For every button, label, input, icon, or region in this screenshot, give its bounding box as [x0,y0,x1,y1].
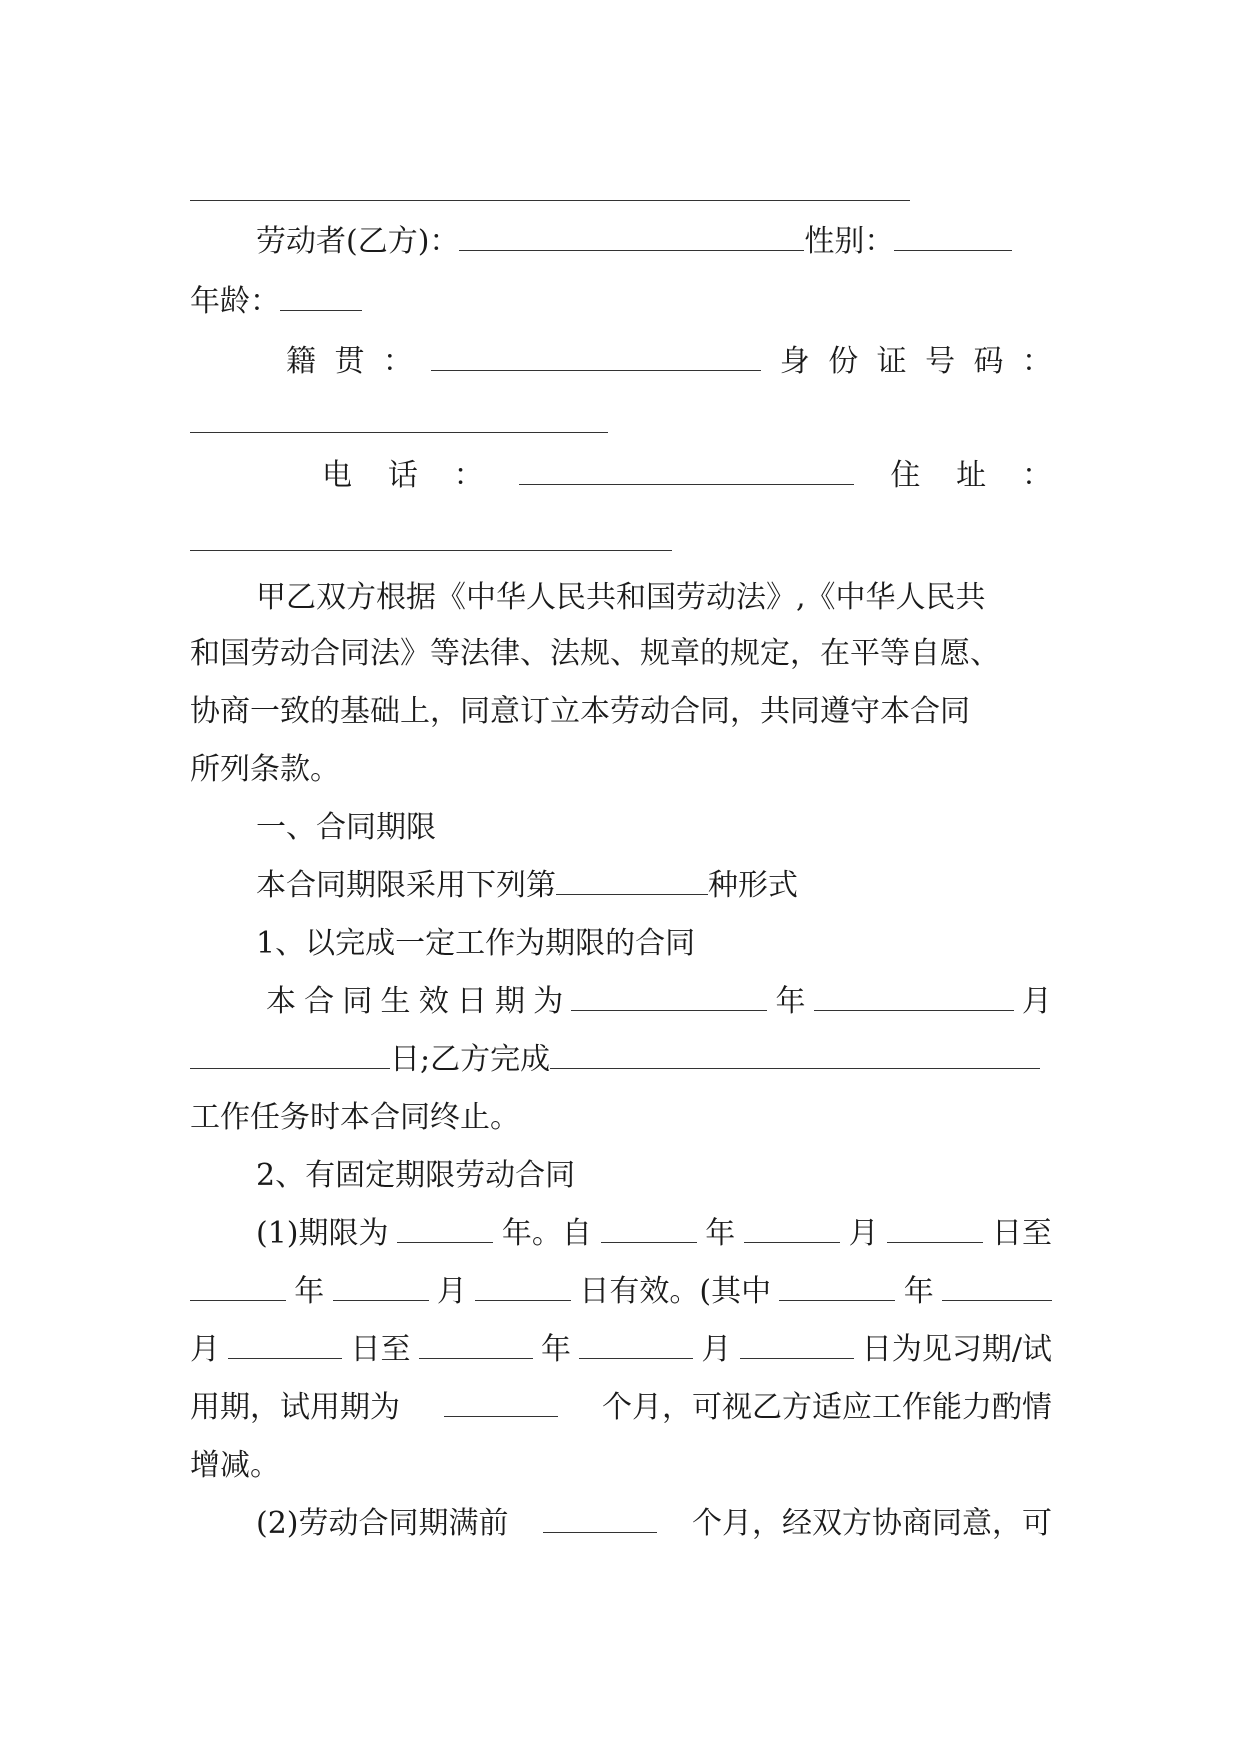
address-char-1: 住 [890,458,921,493]
term-line [190,1214,1052,1254]
native-place-colon: ： [382,344,413,379]
worker-name-line [190,222,1052,262]
top-blank-rule [190,200,910,201]
renewal-months-blank[interactable] [543,1504,657,1533]
work-task-blank[interactable] [550,1040,1040,1069]
preamble-line-1: 甲乙双方根据《中华人民共和国劳动法》,《中华人民共 [256,580,986,615]
probation-end-month-blank[interactable] [579,1330,693,1359]
day-complete-label: 日;乙方完成 [390,1042,551,1077]
end-day-blank[interactable] [475,1272,571,1301]
contract-form-blank[interactable] [556,866,708,895]
native-place-blank[interactable] [431,342,761,371]
option-1-end: 工作任务时本合同终止。 [190,1100,520,1135]
preamble-line-3: 协商一致的基础上，同意订立本劳动合同，共同遵守本合同 [190,694,970,729]
start-month-label: 月 [848,1216,879,1251]
effective-char-7: 期 [495,984,526,1019]
term-label: (1)期限为 [256,1216,389,1251]
term-years-blank[interactable] [397,1214,493,1243]
age-label: 年龄： [190,284,280,319]
renewal-suffix: 个月，经双方协商同意，可 [692,1506,1052,1541]
effective-date-line [190,982,1052,1022]
phone-blank[interactable] [519,456,854,485]
effective-month-label: 月 [1021,984,1052,1019]
probation-months-blank[interactable] [444,1388,558,1417]
age-line [190,282,1052,322]
native-place-line [190,342,1052,382]
effective-char-5: 效 [418,984,449,1019]
address-blank[interactable] [190,550,672,551]
native-place-char-2: 贯 [334,344,365,379]
start-year-label: 年 [705,1216,736,1251]
phone-char-2: 话 [387,458,418,493]
effective-char-6: 日 [456,984,487,1019]
effective-day-line [190,1040,1052,1080]
probation-start-year-blank[interactable] [779,1272,895,1301]
end-year-label: 年 [294,1274,325,1309]
effective-char-4: 生 [380,984,411,1019]
phone-address-line [190,456,1052,496]
id-number-blank[interactable] [190,432,608,433]
effective-char-3: 同 [342,984,373,1019]
probation-prefix: 用期，试用期为 [190,1390,400,1425]
probation-end-year-label: 年 [540,1332,571,1367]
phone-colon: ： [453,458,484,493]
end-year-blank[interactable] [190,1272,286,1301]
gender-blank[interactable] [894,222,1012,251]
preamble-line-2: 和国劳动合同法》等法律、法规、规章的规定，在平等自愿、 [190,636,1000,671]
start-month-blank[interactable] [744,1214,840,1243]
contract-form-line [190,866,1052,906]
id-char-2: 份 [828,344,859,379]
gender-label: 性别： [804,224,895,259]
end-date-line [190,1272,1052,1312]
preamble-line-4: 所列条款。 [190,752,340,787]
section-1-heading: 一、合同期限 [256,810,436,845]
probation-end-day-blank[interactable] [740,1330,854,1359]
end-month-blank[interactable] [333,1272,429,1301]
effective-year-blank[interactable] [571,982,767,1011]
effective-char-1: 本 [266,984,296,1019]
effective-day-blank[interactable] [190,1040,390,1069]
address-char-2: 址 [956,458,987,493]
end-month-label: 月 [436,1274,467,1309]
adjust-line: 增减。 [190,1448,280,1483]
worker-party-label: 劳动者(乙方)： [256,224,460,259]
probation-end-month-label: 月 [701,1332,732,1367]
age-blank[interactable] [280,282,362,311]
id-colon: ： [1021,344,1052,379]
effective-year-label: 年 [775,984,806,1019]
effective-char-8: 为 [533,984,564,1019]
probation-end-year-blank[interactable] [419,1330,533,1359]
id-char-1: 身 [779,344,810,379]
native-place-char-1: 籍 [286,344,316,379]
worker-name-blank[interactable] [459,222,804,251]
option-2-heading: 2、有固定期限劳动合同 [256,1158,576,1193]
probation-start-year-label: 年 [903,1274,934,1309]
probation-range-line [190,1330,1052,1370]
id-char-5: 码 [973,344,1004,379]
probation-start-day-blank[interactable] [228,1330,342,1359]
probation-day-to: 日至 [350,1332,411,1367]
contract-form-suffix: 种形式 [708,868,798,903]
id-char-4: 号 [925,344,956,379]
option-1-heading: 1、以完成一定工作为期限的合同 [256,926,696,961]
probation-start-month-label: 月 [190,1332,220,1367]
effective-char-2: 合 [304,984,335,1019]
renewal-line [190,1504,1052,1544]
end-day-valid: 日有效。(其中 [579,1274,772,1309]
renewal-prefix: (2)劳动合同期满前 [256,1506,509,1541]
contract-form-prefix: 本合同期限采用下列第 [256,868,556,903]
address-colon: ： [1021,458,1052,493]
start-day-blank[interactable] [887,1214,983,1243]
id-char-3: 证 [876,344,907,379]
start-day-to: 日至 [992,1216,1052,1251]
probation-months-line [190,1388,1052,1428]
start-year-blank[interactable] [601,1214,697,1243]
probation-suffix: 个月，可视乙方适应工作能力酌情 [602,1390,1052,1425]
term-year-from: 年。自 [501,1216,592,1251]
phone-char-1: 电 [322,458,352,493]
probation-start-month-blank[interactable] [942,1272,1052,1301]
effective-month-blank[interactable] [814,982,1014,1011]
probation-day-label: 日为见习期/试 [861,1332,1052,1367]
